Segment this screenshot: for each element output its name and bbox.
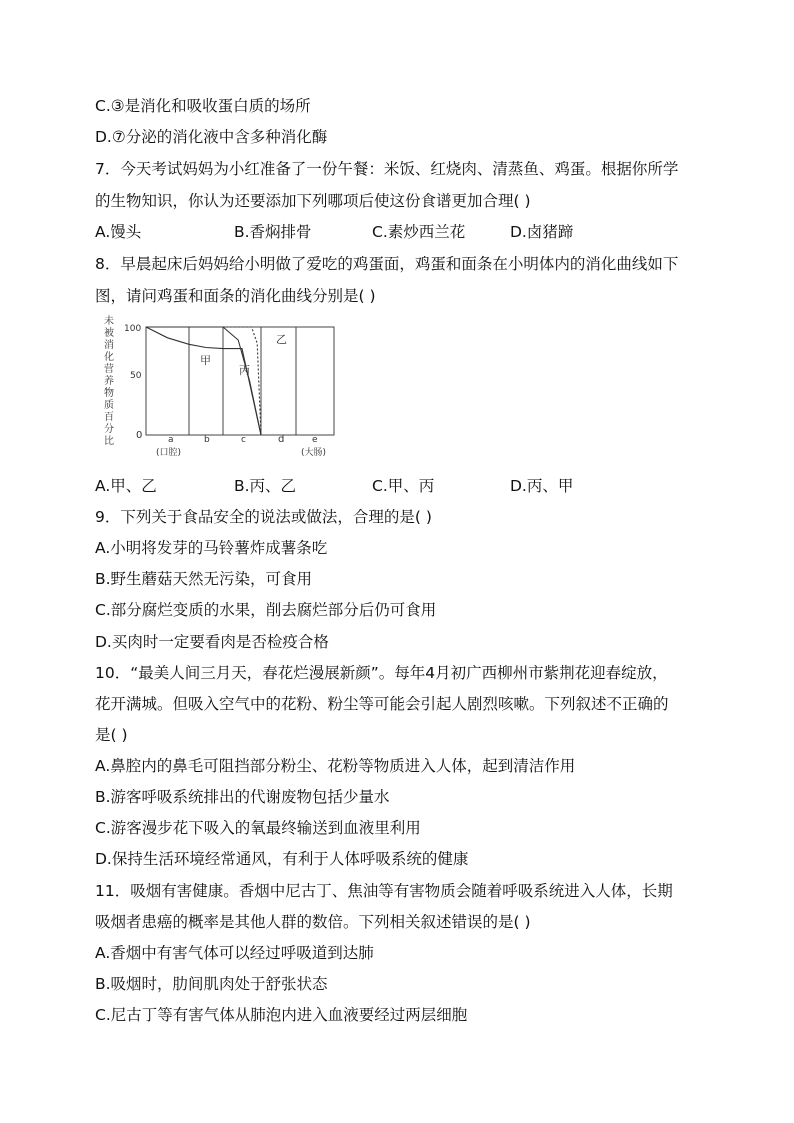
q7-option-b: B.香焖排骨 bbox=[234, 223, 312, 241]
question-10-line-3: 是( ) bbox=[95, 726, 128, 744]
xtick-a: a bbox=[168, 435, 174, 445]
ylabel-char: 百 bbox=[104, 412, 114, 423]
q9-option-b: B.野生蘑菇天然无污染，可食用 bbox=[95, 570, 313, 588]
option-d-line: D.⑦分泌的消化液中含多种消化酶 bbox=[95, 128, 328, 146]
ylabel-char: 养 bbox=[104, 376, 114, 387]
q10-option-d: D.保持生活环境经常通风，有利于人体呼吸系统的健康 bbox=[95, 850, 469, 868]
question-7-line-2: 的生物知识，你认为还要添加下列哪项后使这份食谱更加合理( ) bbox=[95, 192, 531, 210]
question-10-line-1: 10．“最美人间三月天，春花烂漫展新颜”。每年4月初广西柳州市紫荆花迎春绽放， bbox=[95, 664, 668, 682]
y-axis-label bbox=[104, 314, 114, 447]
ytick-0: 0 bbox=[136, 430, 143, 441]
q9-option-a: A.小明将发芽的马铃薯炸成薯条吃 bbox=[95, 539, 328, 557]
series-line-yi bbox=[146, 327, 261, 435]
curve-label-bing: 丙 bbox=[239, 364, 250, 377]
question-8-line-1: 8．早晨起床后妈妈给小明做了爱吃的鸡蛋面，鸡蛋和面条在小明体内的消化曲线如下 bbox=[95, 255, 679, 273]
ylabel-char: 物 bbox=[104, 388, 114, 399]
xtick-c: c bbox=[241, 435, 246, 445]
xtick-d: d bbox=[278, 434, 285, 445]
q8-option-d: D.丙、甲 bbox=[510, 477, 574, 495]
q7-option-d: D.卤猪蹄 bbox=[510, 223, 574, 241]
digestion-curve-figure bbox=[96, 312, 346, 464]
q8-option-b: B.丙、乙 bbox=[234, 477, 297, 495]
curve-label-yi: 乙 bbox=[276, 333, 287, 346]
ylabel-char: 化 bbox=[104, 352, 114, 363]
ylabel-char: 被 bbox=[104, 328, 114, 339]
question-8-line-2: 图，请问鸡蛋和面条的消化曲线分别是( ) bbox=[95, 287, 376, 305]
ylabel-char: 营 bbox=[104, 364, 114, 375]
curve-label-jia: 甲 bbox=[200, 354, 211, 367]
xsub-mouth: (口腔) bbox=[156, 448, 182, 458]
ylabel-char: 分 bbox=[104, 424, 114, 435]
question-11-line-2: 吸烟者患癌的概率是其他人群的数倍。下列相关叙述错误的是( ) bbox=[95, 913, 531, 931]
q9-option-c: C.部分腐烂变质的水果，削去腐烂部分后仍可食用 bbox=[95, 601, 437, 619]
q7-option-a: A.馒头 bbox=[95, 223, 142, 241]
series-line-bing bbox=[146, 327, 261, 435]
q10-option-b: B.游客呼吸系统排出的代谢废物包括少量水 bbox=[95, 788, 390, 806]
ylabel-char: 消 bbox=[104, 340, 114, 351]
question-7-line-1: 7．今天考试妈妈为小红准备了一份午餐：米饭、红烧肉、清蒸鱼、鸡蛋。根据你所学 bbox=[95, 160, 679, 178]
q11-option-c: C.尼古丁等有害气体从肺泡内进入血液要经过两层细胞 bbox=[95, 1006, 468, 1024]
q10-option-a: A.鼻腔内的鼻毛可阻挡部分粉尘、花粉等物质进入人体，起到清洁作用 bbox=[95, 757, 576, 775]
question-9-stem: 9．下列关于食品安全的说法或做法，合理的是( ) bbox=[95, 508, 432, 526]
option-c-line: C.③是消化和吸收蛋白质的场所 bbox=[95, 97, 311, 115]
ylabel-char: 质 bbox=[104, 400, 114, 411]
q7-option-c: C.素炒西兰花 bbox=[372, 223, 466, 241]
question-10-line-2: 花开满城。但吸入空气中的花粉、粉尘等可能会引起人剧烈咳嗽。下列叙述不正确的 bbox=[95, 695, 669, 713]
question-11-line-1: 11．吸烟有害健康。香烟中尼古丁、焦油等有害物质会随着呼吸系统进入人体，长期 bbox=[95, 882, 673, 900]
xsub-large-intestine: (大肠) bbox=[301, 448, 327, 458]
series-line-jia bbox=[146, 327, 261, 435]
q10-option-c: C.游客漫步花下吸入的氧最终输送到血液里利用 bbox=[95, 819, 421, 837]
q11-option-a: A.香烟中有害气体可以经过呼吸道到达肺 bbox=[95, 944, 374, 962]
ytick-50: 50 bbox=[130, 371, 142, 381]
xtick-e: e bbox=[312, 435, 318, 445]
q9-option-d: D.买肉时一定要看肉是否检疫合格 bbox=[95, 633, 329, 651]
ylabel-char: 未 bbox=[104, 316, 114, 327]
ytick-100: 100 bbox=[124, 324, 142, 334]
plot-frame bbox=[146, 327, 334, 435]
q11-option-b: B.吸烟时，肋间肌肉处于舒张状态 bbox=[95, 975, 328, 993]
q8-option-a: A.甲、乙 bbox=[95, 477, 157, 495]
ylabel-char: 比 bbox=[104, 436, 114, 447]
xtick-b: b bbox=[204, 435, 210, 445]
q8-option-c: C.甲、丙 bbox=[372, 477, 435, 495]
